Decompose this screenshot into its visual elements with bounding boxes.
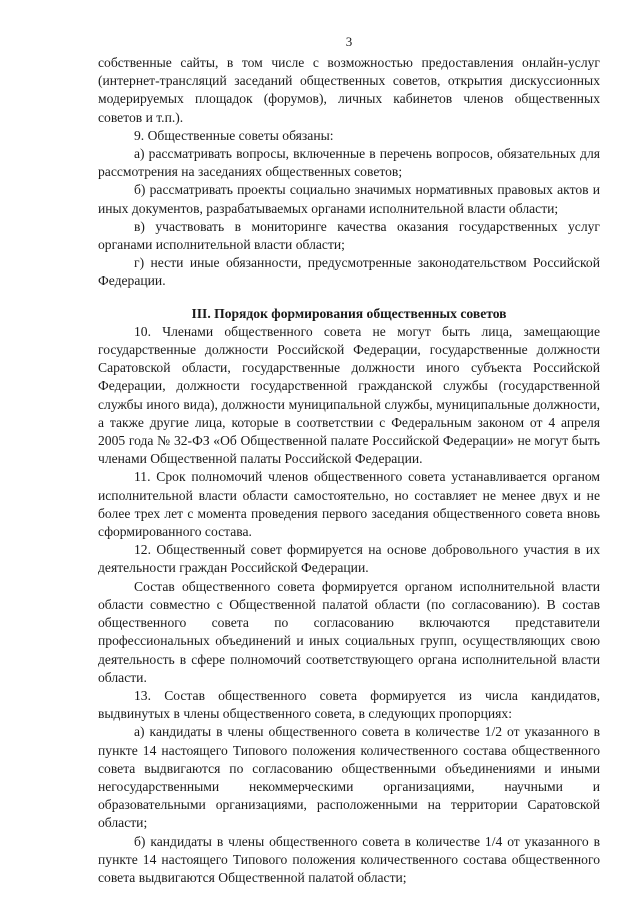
paragraph: б) кандидаты в члены общественного совета в количестве 1/4 от указанного в пункте 14 настоящего Типового положения количественного состава общественного совета выдвигаются Общественной палатой области;	[98, 833, 600, 885]
paragraph: а) рассматривать вопросы, включенные в перечень вопросов, обязательных для рассмотрения на заседаниях общественных советов;	[98, 146, 600, 180]
page-number: 3	[345, 34, 353, 49]
paragraph: 11. Срок полномочий членов общественного совета устанавливается органом исполнительной власти области самостоятельно, но составляет не менее двух и не более трех лет с момента проведения первого заседания общественного совета вновь сформированного состава.	[98, 469, 600, 540]
paragraphs-before-heading	[98, 54, 600, 291]
paragraph: б) рассматривать проекты социально значимых нормативных правовых актов и иных документов, разрабатываемых органами исполнительной власти области;	[98, 182, 600, 216]
paragraph: 12. Общественный совет формируется на основе добровольного участия в их деятельности граждан Российской Федерации.	[98, 542, 600, 576]
paragraph: 10. Членами общественного совета не могут быть лица, замещающие государственные должности Российской Федерации, государственные должности Саратовской области, государственные должности иного субъекта Российской Федерации, должности государственной гражданской службы (государственной службы иного вида), должности муниципальной службы, муниципальные должности, а также другие лица, которые в соответствии с Федеральным законом от 4 апреля 2005 года № 32-ФЗ «Об Общественной палате Российской Федерации» не могут быть членами Общественной палаты Российской Федерации.	[98, 323, 600, 467]
paragraphs-after-heading	[98, 323, 600, 887]
paragraph: г) нести иные обязанности, предусмотренные законодательством Российской Федерации.	[98, 255, 600, 289]
paragraph: 9. Общественные советы обязаны:	[134, 127, 334, 143]
paragraph: Состав общественного совета формируется органом исполнительной власти области совместно с Общественной палатой области (по согласованию). В состав общественного совета по согласованию включаются представители профессиональных объединений и иных социальных групп, осуществляющих свою деятельность в сфере полномочий соответствующего органа исполнительной власти области.	[98, 578, 600, 685]
section-heading: III. Порядок формирования общественных советов	[191, 305, 507, 321]
paragraph: а) кандидаты в члены общественного совета в количестве 1/2 от указанного в пункте 14 настоящего Типового положения количественного состава общественного совета выдвигаются по согласованию общественными объединениями и иными негосударственными некоммерческими организациями, научными и образовательными организациями, расположенными на территории Саратовской области;	[98, 724, 600, 831]
paragraph: собственные сайты, в том числе с возможностью предоставления онлайн-услуг (интернет-трансляций заседаний общественных советов, открытия дискуссионных модерируемых площадок (форумов), личных кабинетов членов общественных советов и т.п.).	[98, 55, 600, 125]
document-body	[98, 54, 600, 887]
paragraph: в) участвовать в мониторинге качества оказания государственных услуг органами исполнительной власти области;	[98, 218, 600, 253]
paragraph: 13. Состав общественного совета формируется из числа кандидатов, выдвинутых в члены общественного совета, в следующих пропорциях:	[98, 687, 600, 722]
